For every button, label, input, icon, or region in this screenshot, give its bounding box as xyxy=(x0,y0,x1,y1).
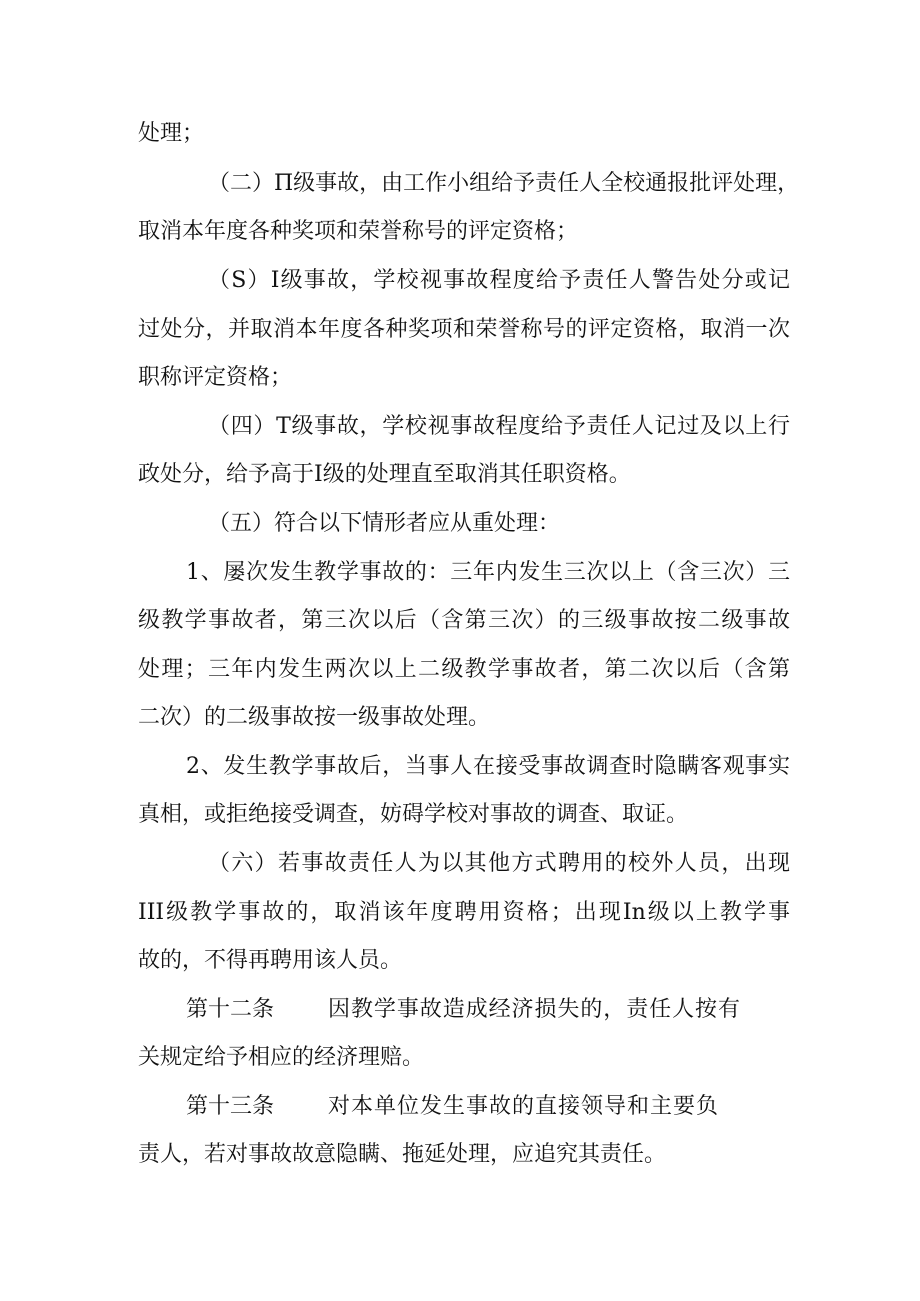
text-line: （S）Ⅰ级事故，学校视事故程度给予责任人警告处分或记 xyxy=(208,268,790,293)
text-line: （五）符合以下情形者应从重处理： xyxy=(208,511,561,536)
text-line: 职称评定资格； xyxy=(138,365,293,390)
text-line: 处理；三年内发生两次以上二级教学事故者，第二次以后（含第 xyxy=(138,657,790,682)
text-line: 政处分，给予高于Ⅰ级的处理直至取消其任职资格。 xyxy=(138,462,631,487)
article-12-text-cont: 关规定给予相应的经济理赔。 xyxy=(138,1045,425,1070)
text-line: （二）Π级事故，由工作小组给予责任人全校通报批评处理， xyxy=(208,171,800,196)
text-line: 级教学事故者，第三次以后（含第三次）的三级事故按二级事故 xyxy=(138,608,790,633)
text-line: （四）T级事故，学校视事故程度给予责任人记过及以上行 xyxy=(208,414,790,439)
article-13-text: 对本单位发生事故的直接领导和主要负 xyxy=(328,1094,718,1119)
text-line: （六）若事故责任人为以其他方式聘用的校外人员，出现 xyxy=(208,851,790,876)
article-13-number: 第十三条 xyxy=(186,1094,275,1119)
text-line: 2、发生教学事故后，当事人在接受事故调查时隐瞒客观事实 xyxy=(186,754,790,779)
text-line: 过处分，并取消本年度各种奖项和荣誉称号的评定资格，取消一次 xyxy=(138,317,790,342)
text-line: 取消本年度各种奖项和荣誉称号的评定资格； xyxy=(138,219,579,244)
article-13-text-cont: 责人，若对事故故意隐瞒、拖延处理，应追究其责任。 xyxy=(138,1142,667,1167)
text-line: III级教学事故的，取消该年度聘用资格；出现In级以上教学事 xyxy=(138,900,790,925)
text-line: 真相，或拒绝接受调查，妨碍学校对事故的调查、取证。 xyxy=(138,802,689,827)
text-line: 处理； xyxy=(138,121,205,146)
text-line: 二次）的二级事故按一级事故处理。 xyxy=(138,705,491,730)
article-12-number: 第十二条 xyxy=(186,997,275,1022)
text-line: 1、屡次发生教学事故的：三年内发生三次以上（含三次）三 xyxy=(186,560,790,585)
text-line: 故的，不得再聘用该人员。 xyxy=(138,948,403,973)
article-12-text: 因教学事故造成经济损失的，责任人按有 xyxy=(328,997,740,1022)
